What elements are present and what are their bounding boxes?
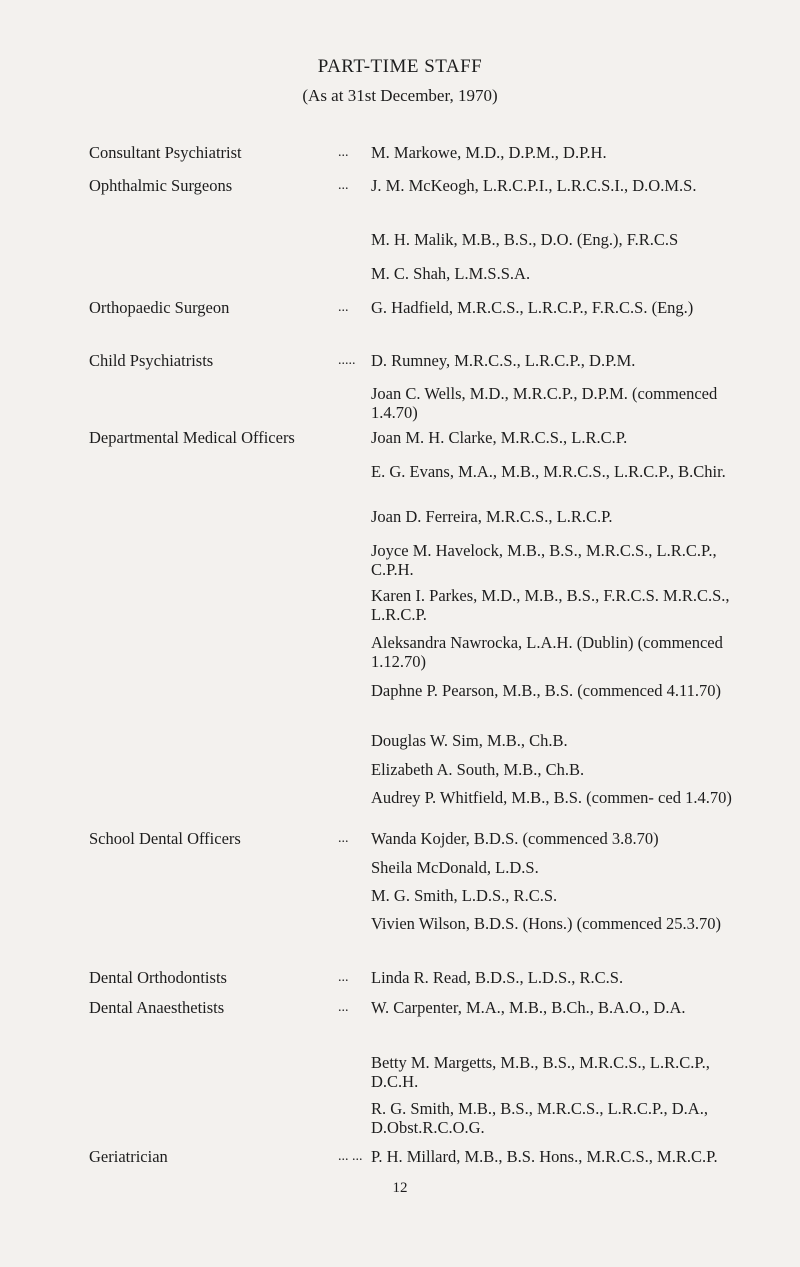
staff-role: Dental Anaesthetists — [89, 998, 225, 1017]
staff-name: M. G. Smith, L.D.S., R.C.S. — [371, 886, 558, 905]
staff-name: Joan M. H. Clarke, M.R.C.S., L.R.C.P. — [371, 428, 628, 447]
staff-role: Ophthalmic Surgeons — [89, 176, 233, 195]
staff-name: Linda R. Read, B.D.S., L.D.S., R.C.S. — [371, 968, 624, 987]
staff-role: School Dental Officers — [89, 829, 241, 848]
staff-name: Sheila McDonald, L.D.S. — [371, 858, 539, 877]
leader-dots: ... — [338, 831, 349, 846]
staff-role: Geriatrician — [89, 1147, 168, 1166]
staff-name: E. G. Evans, M.A., M.B., M.R.C.S., L.R.C.P., B.Chir. — [371, 462, 726, 481]
staff-name: G. Hadfield, M.R.C.S., L.R.C.P., F.R.C.S. (Eng.) — [371, 298, 694, 317]
staff-name: M. C. Shah, L.M.S.S.A. — [371, 264, 531, 283]
leader-dots: ... — [338, 178, 349, 193]
staff-name: Daphne P. Pearson, M.B., B.S. (commenced 4.11.70) — [371, 681, 721, 700]
page-subtitle: (As at 31st December, 1970) — [302, 86, 498, 105]
staff-name: M. Markowe, M.D., D.P.M., D.P.H. — [371, 143, 607, 162]
staff-role: Dental Orthodontists — [89, 968, 227, 987]
leader-dots: ..... — [338, 353, 356, 368]
staff-role: Child Psychiatrists — [89, 351, 214, 370]
staff-name: W. Carpenter, M.A., M.B., B.Ch., B.A.O., D.A. — [371, 998, 686, 1017]
staff-name: R. G. Smith, M.B., B.S., M.R.C.S., L.R.C.P., D.A., D.Obst.R.C.O.G. — [371, 1099, 708, 1137]
staff-name: Vivien Wilson, B.D.S. (Hons.) (commenced 25.3.70) — [371, 914, 721, 933]
leader-dots: ... — [338, 145, 349, 160]
leader-dots: ... — [338, 970, 349, 985]
leader-dots: ... ... — [338, 1149, 363, 1164]
leader-dots: ... — [338, 1000, 349, 1015]
staff-name: Douglas W. Sim, M.B., Ch.B. — [371, 731, 568, 750]
staff-role: Departmental Medical Officers — [89, 428, 295, 447]
staff-name: Aleksandra Nawrocka, L.A.H. (Dublin) (commenced 1.12.70) — [371, 633, 723, 671]
staff-name: P. H. Millard, M.B., B.S. Hons., M.R.C.S., M.R.C.P. — [371, 1147, 718, 1166]
staff-name: Betty M. Margetts, M.B., B.S., M.R.C.S., L.R.C.P., D.C.H. — [371, 1053, 710, 1091]
staff-name: D. Rumney, M.R.C.S., L.R.C.P., D.P.M. — [371, 351, 636, 370]
leader-dots: ... — [338, 300, 349, 315]
staff-name: Joyce M. Havelock, M.B., B.S., M.R.C.S., L.R.C.P., C.P.H. — [371, 541, 717, 579]
staff-name: Elizabeth A. South, M.B., Ch.B. — [371, 760, 585, 779]
page-number: 12 — [392, 1180, 408, 1196]
page-title: PART-TIME STAFF — [317, 56, 483, 77]
staff-name: J. M. McKeogh, L.R.C.P.I., L.R.C.S.I., D.O.M.S. — [371, 176, 697, 195]
staff-name: M. H. Malik, M.B., B.S., D.O. (Eng.), F.R.C.S — [371, 230, 679, 249]
staff-role: Consultant Psychiatrist — [89, 143, 242, 162]
staff-name: Audrey P. Whitfield, M.B., B.S. (commen- ced 1.4.70) — [371, 788, 732, 807]
staff-role: Orthopaedic Surgeon — [89, 298, 230, 317]
staff-name: Wanda Kojder, B.D.S. (commenced 3.8.70) — [371, 829, 659, 848]
staff-name: Joan C. Wells, M.D., M.R.C.P., D.P.M. (commenced 1.4.70) — [371, 384, 718, 422]
staff-name: Joan D. Ferreira, M.R.C.S., L.R.C.P. — [371, 507, 613, 526]
staff-name: Karen I. Parkes, M.D., M.B., B.S., F.R.C.S. M.R.C.S., L.R.C.P. — [371, 586, 730, 624]
